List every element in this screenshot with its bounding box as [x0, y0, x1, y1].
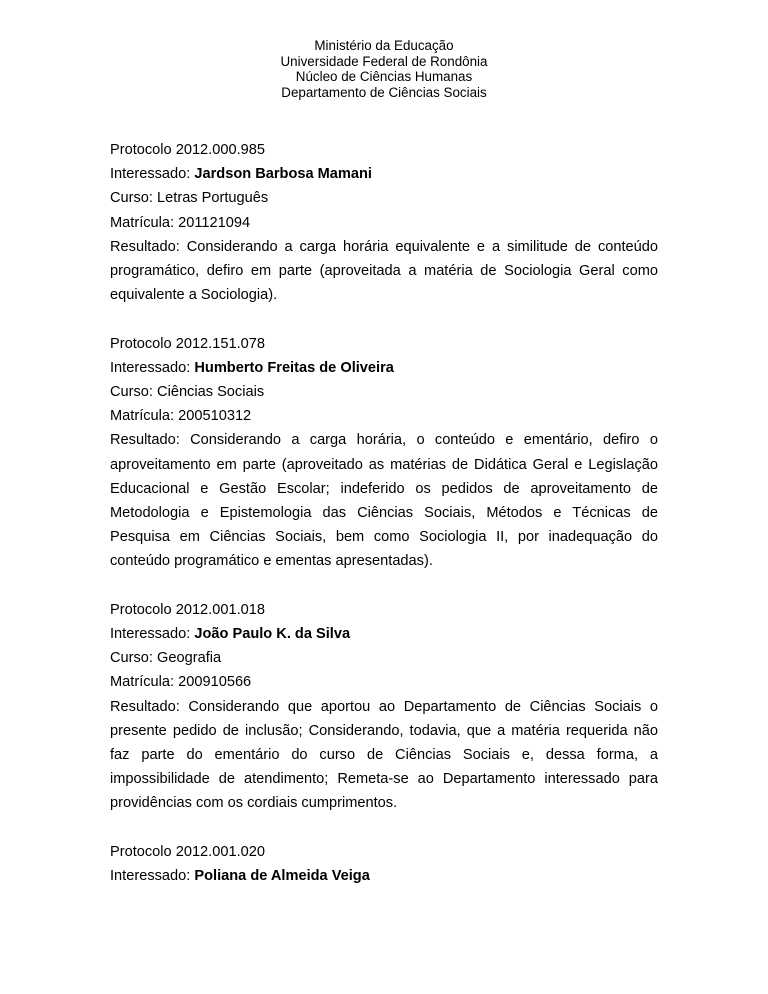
- registration-line: [110, 404, 658, 428]
- registration-value: 201121094: [178, 214, 251, 231]
- result-label: Resultado:: [110, 698, 189, 715]
- protocol-number: Protocolo 2012.151.078: [110, 335, 265, 352]
- course-line: [110, 380, 658, 404]
- registration-value: 200510312: [178, 408, 252, 425]
- interested-line: [110, 162, 658, 186]
- document-body: [110, 138, 658, 912]
- course-value: Geografia: [157, 650, 222, 667]
- record: [110, 598, 658, 816]
- interested-label: Interessado:: [110, 359, 195, 376]
- interested-name: Humberto Freitas de Oliveira: [194, 359, 394, 376]
- interested-line: [110, 356, 658, 380]
- registration-label: Matrícula:: [110, 214, 179, 231]
- course-label: Curso:: [110, 650, 158, 667]
- protocol-number: Protocolo 2012.001.018: [110, 601, 265, 618]
- header-nucleus: Núcleo de Ciências Humanas: [295, 69, 473, 85]
- course-line: [110, 646, 658, 670]
- header-ministry: Ministério da Educação: [314, 38, 454, 53]
- course-label: Curso:: [110, 384, 158, 401]
- interested-label: Interessado:: [110, 166, 195, 183]
- interested-name: Poliana de Almeida Veiga: [194, 868, 370, 885]
- registration-value: 200910566: [178, 674, 252, 691]
- result-text: Considerando que aportou ao Departamento de Ciências Sociais o presente pedido de inclusão; Considerando, todavia, que a matéria requerida não faz parte do ementário do curso de Ciências Sociais e, dessa forma, a impossibilidade de atendimento; Remeta-se ao Departamento interessado para providências com os cordiais cumprimentos.: [110, 698, 658, 812]
- interested-label: Interessado:: [110, 626, 195, 643]
- record: [110, 332, 658, 574]
- header-university: Universidade Federal de Rondônia: [280, 53, 488, 69]
- result-paragraph: [110, 428, 658, 573]
- registration-label: Matrícula:: [110, 408, 179, 425]
- result-label: Resultado:: [110, 238, 187, 255]
- course-label: Curso:: [110, 190, 158, 207]
- registration-line: [110, 211, 658, 235]
- registration-label: Matrícula:: [110, 674, 179, 691]
- protocol-number: Protocolo 2012.001.020: [110, 843, 265, 860]
- interested-line: [110, 622, 658, 646]
- course-value: Ciências Sociais: [157, 384, 265, 401]
- result-paragraph: [110, 235, 658, 308]
- record: [110, 840, 658, 888]
- protocol-number: Protocolo 2012.000.985: [110, 142, 265, 158]
- course-value: Letras Português: [157, 190, 269, 207]
- result-label: Resultado:: [110, 432, 191, 449]
- result-paragraph: [110, 695, 658, 816]
- registration-line: [110, 670, 658, 694]
- document-header: [0, 38, 768, 100]
- result-text: Considerando a carga horária, o conteúdo e ementário, defiro o aproveitamento em parte (aproveitado as matérias de Didática Geral e Legislação Educacional e Gestão Escolar; indeferido os pedidos de aproveitamento de Metodologia e Epistemologia das Ciências Sociais, Métodos e Técnicas de Pesquisa em Ciências Sociais, bem como Sociologia II, por inadequação do conteúdo programático e ementas apresentadas).: [110, 432, 658, 570]
- header-department: Departamento de Ciências Sociais: [281, 84, 487, 100]
- course-line: [110, 186, 658, 210]
- result-text: Considerando a carga horária equivalente e a similitude de conteúdo programático, defiro em parte (aproveitada a matéria de Sociologia Geral como equivalente a Sociologia).: [110, 238, 658, 304]
- interested-name: Jardson Barbosa Mamani: [194, 166, 372, 183]
- interested-label: Interessado:: [110, 868, 195, 885]
- record: [110, 138, 658, 307]
- interested-name: João Paulo K. da Silva: [194, 626, 351, 643]
- interested-line: [110, 864, 658, 888]
